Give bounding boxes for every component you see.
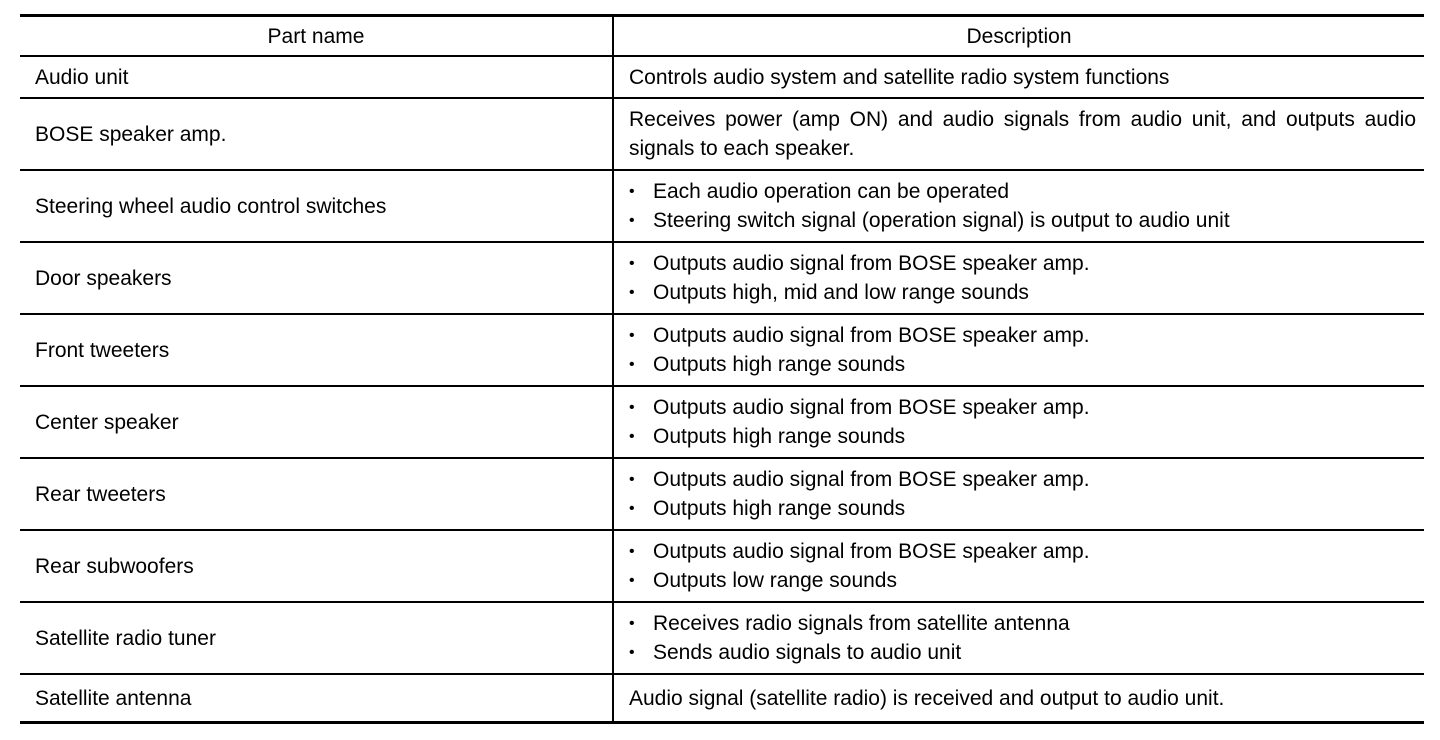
part-name-cell: Audio unit <box>35 65 129 89</box>
description-cell <box>613 530 1424 602</box>
bullet-item: • Outputs audio signal from BOSE speaker amp. <box>629 321 1416 350</box>
bullet-item: • Outputs audio signal from BOSE speaker amp. <box>629 393 1416 422</box>
bullet-item: • Outputs high range sounds <box>629 422 1416 451</box>
table-row <box>20 170 1424 242</box>
description-bullets <box>629 609 1416 667</box>
description-cell <box>613 386 1424 458</box>
part-name-cell: Steering wheel audio control switches <box>20 170 613 242</box>
part-name-cell: Satellite antenna <box>20 674 613 723</box>
description-cell <box>613 602 1424 674</box>
header-description: Description <box>613 16 1424 57</box>
part-name-cell: Rear subwoofers <box>20 530 613 602</box>
table-row <box>20 314 1424 386</box>
description-bullets <box>629 321 1416 379</box>
bullet-item: • Outputs high range sounds <box>629 494 1416 523</box>
table-row <box>20 98 1424 170</box>
part-name-cell: BOSE speaker amp. <box>20 98 613 170</box>
table-header-row <box>20 16 1424 57</box>
description-bullets <box>629 465 1416 523</box>
part-name-cell: Front tweeters <box>20 314 613 386</box>
bullet-item: • Receives radio signals from satellite antenna <box>629 609 1416 638</box>
parts-table <box>20 14 1424 724</box>
bullet-item: • Outputs high range sounds <box>629 350 1416 379</box>
description-cell <box>613 314 1424 386</box>
table-row <box>20 56 1424 98</box>
description-cell <box>613 98 1424 170</box>
table-row <box>20 674 1424 723</box>
part-name-cell: Center speaker <box>20 386 613 458</box>
table-row <box>20 602 1424 674</box>
bullet-item: • Outputs audio signal from BOSE speaker amp. <box>629 537 1416 566</box>
description-cell <box>613 56 1424 98</box>
header-part-name: Part name <box>20 16 613 57</box>
parts-table-container <box>20 14 1424 724</box>
description-bullets <box>629 249 1416 307</box>
description-text: Audio signal (satellite radio) is received and output to audio unit. <box>629 686 1225 710</box>
description-text: Controls audio system and satellite radio system functions <box>629 65 1170 89</box>
description-text: Receives power (amp ON) and audio signals from audio unit, and outputs audio signals to each speaker. <box>629 108 1416 160</box>
table-row <box>20 386 1424 458</box>
description-cell <box>613 674 1424 723</box>
part-name-cell: Satellite radio tuner <box>20 602 613 674</box>
bullet-item: • Each audio operation can be operated <box>629 177 1416 206</box>
description-bullets <box>629 393 1416 451</box>
bullet-item: • Steering switch signal (operation signal) is output to audio unit <box>629 206 1416 235</box>
bullet-item: • Sends audio signals to audio unit <box>629 638 1416 667</box>
table-row <box>20 530 1424 602</box>
part-name-cell: Door speakers <box>20 242 613 314</box>
bullet-item: • Outputs low range sounds <box>629 566 1416 595</box>
description-cell <box>613 170 1424 242</box>
table-row <box>20 242 1424 314</box>
description-cell <box>613 458 1424 530</box>
bullet-item: • Outputs audio signal from BOSE speaker amp. <box>629 465 1416 494</box>
part-name-cell: Rear tweeters <box>20 458 613 530</box>
description-bullets <box>629 177 1416 235</box>
description-bullets <box>629 537 1416 595</box>
description-cell <box>613 242 1424 314</box>
table-row <box>20 458 1424 530</box>
bullet-item: • Outputs high, mid and low range sounds <box>629 278 1416 307</box>
bullet-item: • Outputs audio signal from BOSE speaker amp. <box>629 249 1416 278</box>
